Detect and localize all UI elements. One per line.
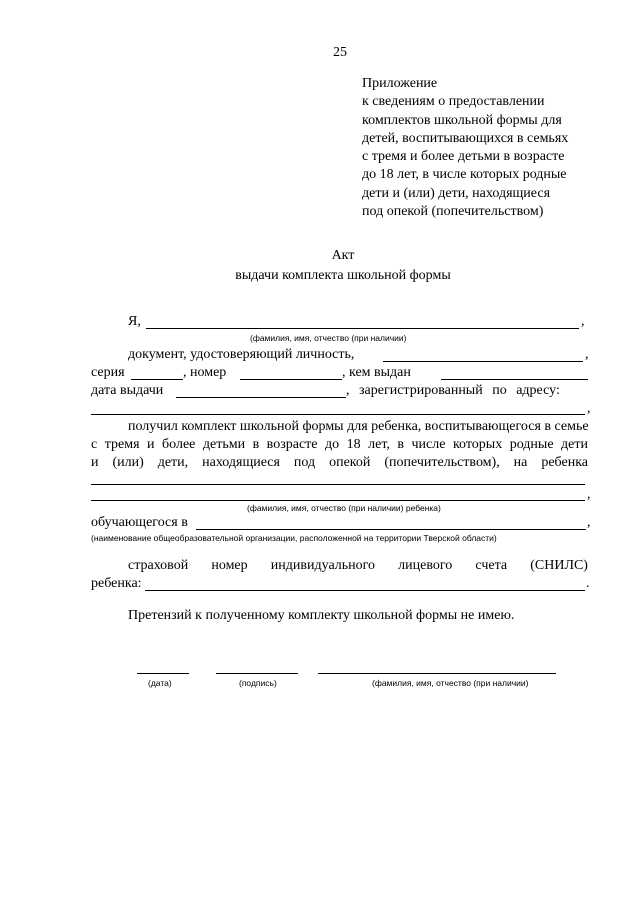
snils-field[interactable]	[145, 590, 585, 591]
received-text-line: получил комплект школьной формы для ребенка, воспитывающегося в семье	[128, 419, 589, 434]
snils-label-line	[128, 557, 588, 575]
series-field[interactable]	[131, 379, 183, 380]
comma: ,	[587, 487, 591, 502]
no-claims-statement: Претензий к полученному комплекту школьной формы не имею.	[128, 608, 515, 623]
address-field[interactable]	[91, 414, 585, 415]
comma: ,	[581, 314, 585, 329]
document-title: Акт	[331, 248, 355, 263]
comma: ,	[587, 401, 591, 416]
snils-word: страховой	[128, 558, 189, 573]
issued-by-label: , кем выдан	[342, 365, 411, 380]
received-text-line: с тремя и более детьми в возрасте до 18 лет, в числе которых родные дети	[91, 437, 588, 452]
appendix-line: комплектов школьной формы для	[362, 112, 562, 128]
appendix-line: дети и (или) дети, находящиеся	[362, 185, 551, 201]
date-caption: (дата)	[148, 678, 172, 688]
student-label: обучающегося в	[91, 515, 188, 530]
ya-label: Я,	[128, 314, 141, 329]
period: .	[586, 576, 590, 591]
number-field[interactable]	[240, 379, 342, 380]
fio-field[interactable]	[146, 328, 579, 329]
appendix-line: до 18 лет, в числе которых родные	[362, 167, 567, 183]
child-fio-caption: (фамилия, имя, отчество (при наличии) ребенка)	[247, 503, 441, 513]
comma: ,	[587, 515, 591, 530]
snils-word: индивидуального	[270, 558, 376, 573]
org-caption: (наименование общеобразовательной организации, расположенной на территории Тверской области)	[91, 533, 497, 543]
appendix-line: детей, воспитывающихся в семьях	[362, 130, 569, 146]
signer-fio-field[interactable]	[318, 673, 556, 674]
issue-date-field[interactable]	[176, 397, 346, 398]
identity-document-field[interactable]	[383, 361, 583, 362]
snils-word: (СНИЛС)	[530, 558, 588, 573]
appendix-line: под опекой (попечительством)	[362, 204, 544, 220]
snils-child-label: ребенка:	[91, 576, 142, 591]
signature-field[interactable]	[216, 673, 298, 674]
number-label: , номер	[183, 365, 227, 380]
issue-date-label: дата выдачи	[91, 383, 164, 398]
appendix-line: Приложение	[362, 76, 438, 91]
signature-caption: (подпись)	[239, 678, 277, 688]
document-label: документ, удостоверяющий личность,	[128, 347, 355, 362]
child-fio-field[interactable]	[91, 484, 585, 485]
registered-label: , зарегистрированный по адресу:	[346, 383, 560, 398]
comma: ,	[585, 347, 589, 362]
date-signature-field[interactable]	[137, 673, 189, 674]
appendix-line: к сведениям о предоставлении	[362, 94, 545, 110]
series-label: серия	[91, 365, 125, 380]
child-fio-field-2[interactable]	[91, 500, 585, 501]
appendix-note	[362, 75, 602, 221]
snils-word: лицевого	[398, 558, 453, 573]
received-text-line: и (или) дети, находящиеся под опекой (попечительством), на ребенка	[91, 455, 588, 470]
document-subtitle: выдачи комплекта школьной формы	[235, 268, 451, 283]
snils-word: счета	[475, 558, 508, 573]
fio-caption: (фамилия, имя, отчество (при наличии)	[250, 333, 407, 343]
issued-by-field[interactable]	[441, 379, 588, 380]
page-number: 25	[333, 45, 347, 60]
school-field[interactable]	[196, 529, 586, 530]
signer-fio-caption: (фамилия, имя, отчество (при наличии)	[372, 678, 529, 688]
snils-word: номер	[211, 558, 248, 573]
appendix-line: с тремя и более детьми в возрасте	[362, 149, 565, 165]
